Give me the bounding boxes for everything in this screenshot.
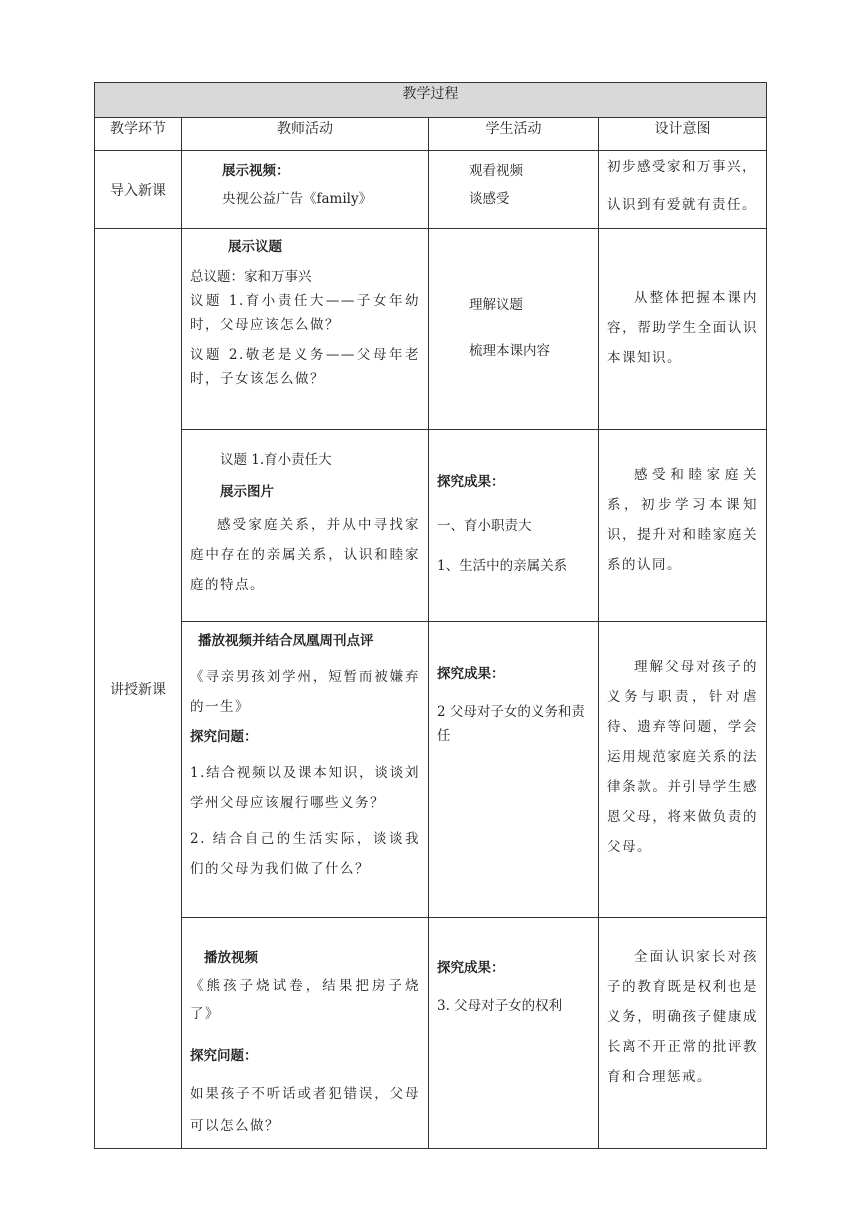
lesson-plan-table <box>94 82 767 1149</box>
teacher-line: 总议题：家和万事兴 <box>190 269 312 285</box>
table-title: 教学过程 <box>95 83 767 118</box>
teacher-cell <box>182 229 429 430</box>
teacher-line: 议题 2.敬老是义务——父母年老时，子女该怎么做？ <box>190 347 420 387</box>
table-row <box>95 151 767 229</box>
student-line: 谈感受 <box>469 191 510 207</box>
student-line: 探究成果： <box>437 666 505 682</box>
stage-teach: 讲授新课 <box>95 229 182 1149</box>
teacher-line: 2. 结合自己的生活实际，谈谈我们的父母为我们做了什么？ <box>190 831 420 877</box>
student-line: 探究成果： <box>437 474 505 490</box>
student-cell <box>429 430 599 622</box>
intent-cell <box>599 918 767 1149</box>
student-cell <box>429 622 599 918</box>
teacher-line: 探究问题： <box>190 729 258 745</box>
teacher-line: 播放视频并结合凤凰周刊点评 <box>198 633 374 649</box>
header-stage: 教学环节 <box>95 118 182 151</box>
teacher-line: 1.结合视频以及课本知识，谈谈刘学州父母应该履行哪些义务？ <box>190 765 420 811</box>
teacher-cell <box>182 622 429 918</box>
student-line: 2 父母对子女的义务和责任 <box>437 704 585 744</box>
header-intent: 设计意图 <box>599 118 767 151</box>
student-line: 梳理本课内容 <box>469 343 550 359</box>
teacher-line: 展示图片 <box>220 484 274 500</box>
student-cell <box>429 918 599 1149</box>
teacher-line: 如果孩子不听话或者犯错误，父母可以怎么做？ <box>190 1086 420 1134</box>
student-cell <box>429 229 599 430</box>
teacher-line: 播放视频 <box>204 950 258 966</box>
student-cell <box>429 151 599 229</box>
teacher-cell <box>182 918 429 1149</box>
intent-line: 认识到有爱就有责任。 <box>607 197 757 213</box>
table-row <box>95 229 767 430</box>
intent-text: 从整体把握本课内容，帮助学生全面认识本课知识。 <box>607 290 758 366</box>
intent-cell <box>599 430 767 622</box>
intent-cell <box>599 229 767 430</box>
teacher-line: 展示议题 <box>228 239 282 255</box>
intent-line: 初步感受家和万事兴， <box>607 159 757 175</box>
teacher-line: 探究问题： <box>190 1048 258 1064</box>
header-teacher: 教师活动 <box>182 118 429 151</box>
intent-cell <box>599 622 767 918</box>
teacher-cell <box>182 430 429 622</box>
table-row <box>95 918 767 1149</box>
teacher-line: 央视公益广告《family》 <box>222 191 373 207</box>
student-line: 1、生活中的亲属关系 <box>437 558 568 574</box>
teacher-line: 《熊孩子烧试卷，结果把房子烧了》 <box>190 978 420 1022</box>
intent-text: 全面认识家长对孩子的教育既是权利也是义务，明确孩子健康成长离不开正常的批评教育和合理惩戒。 <box>607 949 758 1085</box>
table-title-row <box>95 83 767 118</box>
header-row <box>95 118 767 151</box>
intent-text: 理解父母对孩子的义务与职责，针对虐待、遗弃等问题，学会运用规范家庭关系的法律条款。并引导学生感恩父母，将来做负责的父母。 <box>607 659 758 855</box>
teacher-line: 议题 1.育小责任大 <box>220 452 332 468</box>
table-row <box>95 430 767 622</box>
student-line: 观看视频 <box>469 163 523 179</box>
intent-text: 感受和睦家庭关系，初步学习本课知识，提升对和睦家庭关系的认同。 <box>607 467 758 573</box>
student-line: 理解议题 <box>469 297 523 313</box>
student-line: 3. 父母对子女的权利 <box>437 998 563 1014</box>
intent-cell <box>599 151 767 229</box>
teacher-line: 议题 1.育小责任大——子女年幼时，父母应该怎么做？ <box>190 293 420 333</box>
teacher-line: 感受家庭关系，并从中寻找家庭中存在的亲属关系，认识和睦家庭的特点。 <box>190 517 420 593</box>
stage-intro: 导入新课 <box>95 151 182 229</box>
student-line: 一、育小职责大 <box>437 518 532 534</box>
table-row <box>95 622 767 918</box>
teacher-cell <box>182 151 429 229</box>
header-student: 学生活动 <box>429 118 599 151</box>
teacher-line: 展示视频： <box>222 163 290 179</box>
teacher-line: 《寻亲男孩刘学州，短暂而被嫌弃的一生》 <box>190 669 420 715</box>
student-line: 探究成果： <box>437 960 505 976</box>
